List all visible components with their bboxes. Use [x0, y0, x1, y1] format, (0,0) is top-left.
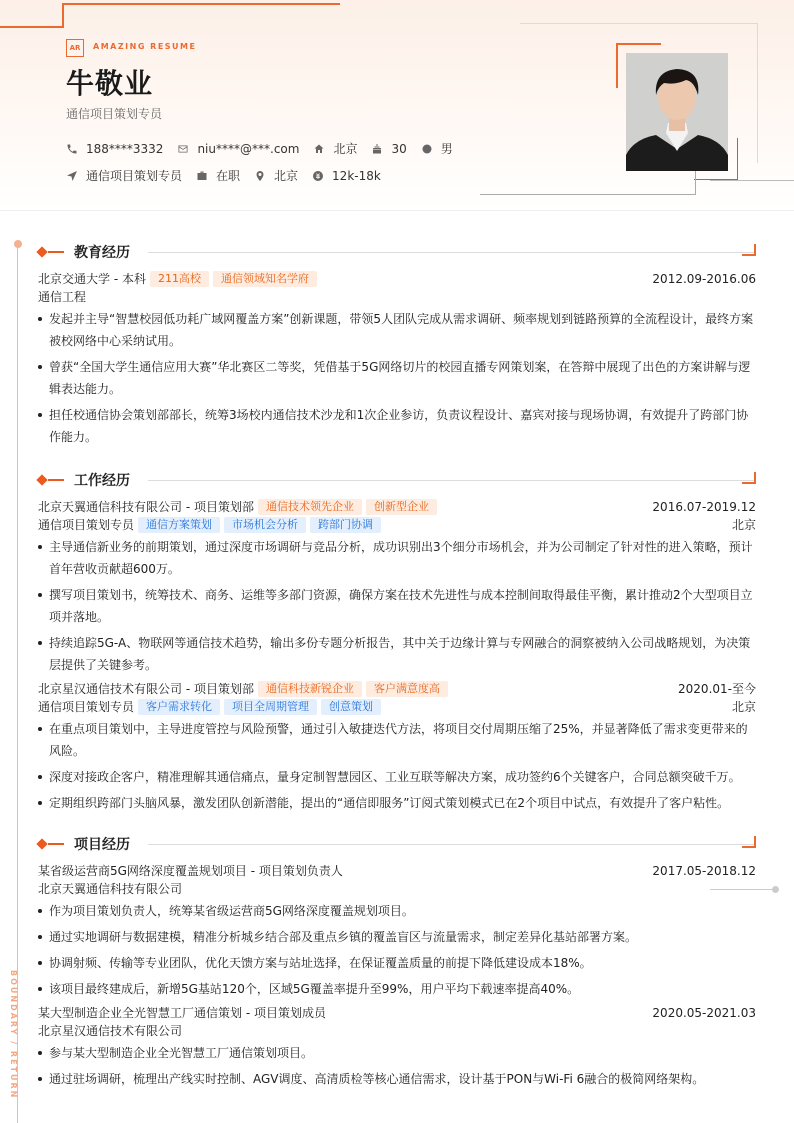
- project-org-line: [38, 1022, 756, 1040]
- project-line: [38, 1004, 756, 1022]
- diamond-icon: [36, 838, 47, 849]
- list-item: 定期组织跨部门头脑风暴，激发团队创新潜能，提出的“通信即服务”订阅式策划模式已在2个项目中试点，有效提升了客户粘性。: [38, 792, 756, 814]
- project-line: [38, 862, 756, 880]
- project-name: 某省级运营商5G网络深度覆盖规划项目 - 项目策划负责人: [38, 864, 343, 878]
- phone-text: 188****3332: [86, 141, 164, 156]
- major-name: 通信工程: [38, 290, 87, 304]
- mail-icon: [177, 143, 189, 155]
- school-tag: 通信领域知名学府: [213, 271, 317, 287]
- decor-dash: [48, 251, 64, 253]
- intent-position-text: 通信项目策划专员: [86, 169, 183, 183]
- decor-dash: [48, 843, 64, 845]
- age-text: 30: [391, 141, 407, 156]
- contact-row: [66, 140, 467, 157]
- candidate-title: 通信项目策划专员: [66, 107, 163, 121]
- gender-text: 男: [440, 142, 453, 156]
- list-item: 撰写项目策划书，统筹技术、商务、运维等多部门资源，确保方案在技术先进性与成本控制间取得最佳平衡，累计推动2个大型项目立项并落地。: [38, 584, 756, 628]
- decor-line: [62, 3, 340, 5]
- company-tag: 通信科技新锐企业: [258, 681, 362, 697]
- timeline-dot: [14, 240, 22, 248]
- decor-line: [480, 194, 696, 195]
- job-period: 2016.07-2019.12: [652, 500, 756, 514]
- decor-dot: [772, 886, 779, 893]
- role-name: 通信项目策划专员: [38, 700, 135, 714]
- role-line: [38, 698, 756, 716]
- school-tag: 211高校: [150, 271, 209, 287]
- logo-text: AMAZING RESUME: [93, 42, 197, 51]
- role-tag: 通信方案策划: [138, 517, 220, 533]
- decor-dash: [48, 479, 64, 481]
- project-period: 2020.05-2021.03: [652, 1006, 756, 1020]
- job-entry: [38, 680, 756, 814]
- email-text: niu****@***.com: [197, 141, 300, 156]
- gender-item: [421, 140, 453, 157]
- section-rule: [148, 252, 756, 253]
- project-bullets: [38, 900, 756, 1000]
- intent-city-item: [254, 167, 298, 184]
- email-item: [177, 142, 299, 156]
- company-line: [38, 498, 756, 516]
- company-name: 北京天翼通信科技有限公司 - 项目策划部: [38, 500, 254, 514]
- status-text: 在职: [216, 169, 241, 183]
- section-header: [38, 834, 756, 854]
- section-title: 教育经历: [74, 245, 130, 261]
- salary-text: 12k-18k: [332, 168, 381, 183]
- list-item: 协调射频、传输等专业团队，优化天馈方案与站址选择，在保证覆盖质量的前提下降低建设成本18%。: [38, 952, 756, 974]
- role-line: [38, 516, 756, 534]
- school-name: 北京交通大学 - 本科: [38, 272, 146, 286]
- work-section: [38, 470, 756, 818]
- company-name: 北京星汉通信技术有限公司 - 项目策划部: [38, 682, 254, 696]
- job-entry: [38, 498, 756, 676]
- company-tag: 客户满意度高: [366, 681, 448, 697]
- job-city: 北京: [731, 700, 756, 714]
- list-item: 担任校通信协会策划部部长，统筹3场校内通信技术沙龙和1次企业参访，负责议程设计、嘉宾对接与现场协调，有效提升了跨部门协作能力。: [38, 404, 756, 448]
- intent-position-item: [66, 167, 182, 184]
- briefcase-icon: [196, 170, 208, 182]
- profile-photo: [626, 53, 728, 171]
- corner-decor: [742, 472, 756, 484]
- section-header: [38, 470, 756, 490]
- list-item: 通过实地调研与数据建模，精准分析城乡结合部及重点乡镇的覆盖盲区与流量需求，制定差异化基站部署方案。: [38, 926, 756, 948]
- edu-bullets: [38, 308, 756, 448]
- city-text: 北京: [333, 142, 358, 156]
- status-item: [196, 167, 240, 184]
- section-header: [38, 242, 756, 262]
- education-section: [38, 242, 756, 452]
- job-period: 2020.01-至今: [678, 682, 756, 696]
- corner-decor: [742, 836, 756, 848]
- list-item: 该项目最终建成后，新增5G基站120个，区域5G覆盖率提升至99%，用户平均下载速率提高40%。: [38, 978, 756, 1000]
- role-tag: 跨部门协调: [310, 517, 381, 533]
- list-item: 通过驻场调研，梳理出产线实时控制、AGV调度、高清质检等核心通信需求，设计基于PON与Wi-Fi 6融合的极简网络架构。: [38, 1068, 756, 1090]
- project-entry: [38, 1004, 756, 1090]
- project-org-line: [38, 880, 756, 898]
- list-item: 曾获“全国大学生通信应用大赛”华北赛区二等奖，凭借基于5G网络切片的校园直播专网策划案，在答辩中展现了出色的方案讲解与逻辑表达能力。: [38, 356, 756, 400]
- decor-line: [710, 180, 794, 181]
- edu-period: 2012.09-2016.06: [652, 272, 756, 286]
- city-item: [313, 140, 357, 157]
- phone-item: [66, 142, 163, 156]
- project-org: 北京星汉通信技术有限公司: [38, 1024, 183, 1038]
- diamond-icon: [36, 246, 47, 257]
- corner-decor: [742, 244, 756, 256]
- decor-line: [0, 26, 64, 28]
- location-icon: [254, 170, 266, 182]
- home-icon: [313, 143, 325, 155]
- project-period: 2017.05-2018.12: [652, 864, 756, 878]
- project-org: 北京天翼通信科技有限公司: [38, 882, 183, 896]
- job-intent-row: [66, 167, 395, 184]
- salary-icon: [312, 170, 324, 182]
- company-line: [38, 680, 756, 698]
- section-title: 项目经历: [74, 837, 130, 853]
- role-name: 通信项目策划专员: [38, 518, 135, 532]
- job-bullets: [38, 536, 756, 676]
- phone-icon: [66, 143, 78, 155]
- list-item: 发起并主导“智慧校园低功耗广域网覆盖方案”创新课题，带领5人团队完成从需求调研、频率规划到链路预算的全流程设计，最终方案被校网络中心采纳试用。: [38, 308, 756, 352]
- role-tag: 市场机会分析: [224, 517, 306, 533]
- list-item: 持续追踪5G-A、物联网等通信技术趋势，输出多份专题分析报告，其中关于边缘计算与专网融合的洞察被纳入公司战略规划，为决策层提供了关键参考。: [38, 632, 756, 676]
- salary-item: [312, 169, 381, 183]
- list-item: 主导通信新业务的前期策划，通过深度市场调研与竞品分析，成功识别出3个细分市场机会，并为公司制定了针对性的进入策略，预计首年营收贡献超600万。: [38, 536, 756, 580]
- sidebar-label: BOUNDARY / RETURN: [9, 970, 18, 1100]
- major-line: [38, 288, 756, 306]
- gender-icon: [421, 143, 433, 155]
- list-item: 在重点项目策划中，主导进度管控与风险预警，通过引入敏捷迭代方法，将项目交付周期压缩了25%，并显著降低了需求变更带来的风险。: [38, 718, 756, 762]
- section-title: 工作经历: [74, 473, 130, 489]
- diamond-icon: [36, 474, 47, 485]
- send-icon: [66, 170, 78, 182]
- intent-city-text: 北京: [274, 169, 299, 183]
- project-name: 某大型制造企业全光智慧工厂通信策划 - 项目策划成员: [38, 1006, 326, 1020]
- company-tag: 创新型企业: [366, 499, 437, 515]
- candidate-name: 牛敬业: [66, 67, 154, 100]
- resume-header: [0, 0, 794, 211]
- cake-icon: [371, 143, 383, 155]
- job-city: 北京: [731, 518, 756, 532]
- role-tag: 创意策划: [321, 699, 381, 715]
- section-rule: [148, 480, 756, 481]
- company-tag: 通信技术领先企业: [258, 499, 362, 515]
- logo-mark: AR: [66, 39, 84, 57]
- decor-line: [62, 3, 64, 28]
- job-bullets: [38, 718, 756, 814]
- role-tag: 客户需求转化: [138, 699, 220, 715]
- project-bullets: [38, 1042, 756, 1090]
- projects-section: [38, 834, 756, 1094]
- role-tag: 项目全周期管理: [224, 699, 317, 715]
- list-item: 深度对接政企客户，精准理解其通信痛点，量身定制智慧园区、工业互联等解决方案，成功签约6个关键客户，合同总额突破千万。: [38, 766, 756, 788]
- project-entry: [38, 862, 756, 1000]
- list-item: 作为项目策划负责人，统筹某省级运营商5G网络深度覆盖规划项目。: [38, 900, 756, 922]
- section-rule: [148, 844, 756, 845]
- edu-line: [38, 270, 756, 288]
- age-item: [371, 142, 406, 156]
- list-item: 参与某大型制造企业全光智慧工厂通信策划项目。: [38, 1042, 756, 1064]
